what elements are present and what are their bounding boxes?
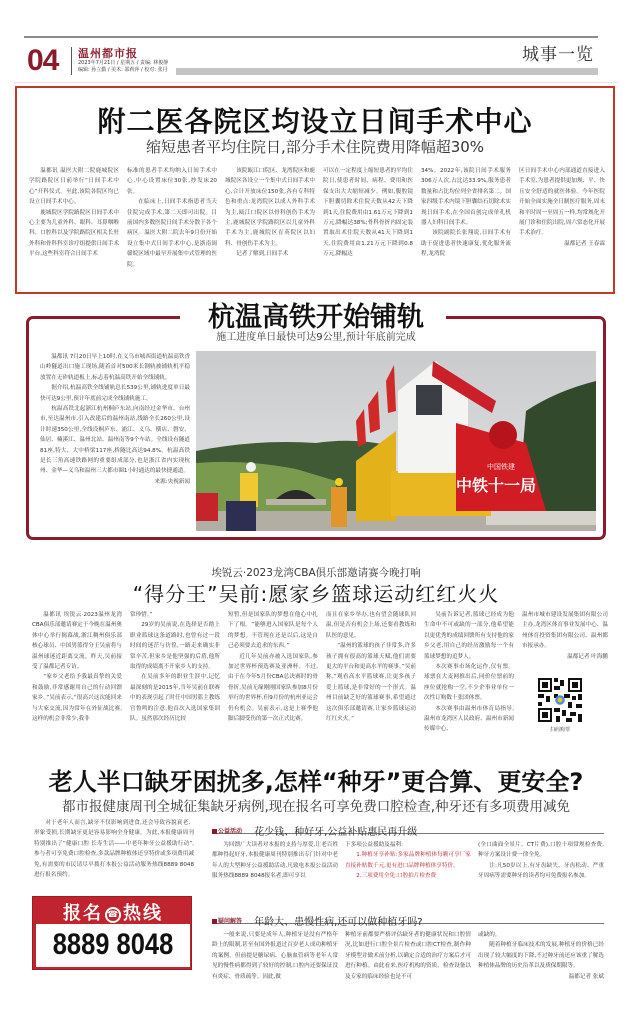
header-meta (78, 60, 168, 74)
section-b-column-1 (212, 930, 338, 992)
section-b-column-2 (345, 930, 471, 992)
header-meta-date: 2023年7月21日 / 星期五 / 责编: 林俊静 (78, 60, 169, 66)
hotline-number-box (36, 924, 190, 967)
paragraph: 或缺的。 (478, 932, 501, 938)
story1-column-1 (29, 166, 119, 288)
section-a-column-2 (345, 840, 471, 900)
signup-hotline-box[interactable] (32, 896, 192, 970)
header-divider (71, 47, 72, 75)
section-title: 年龄大、患慢性病,还可以做种植牙吗? (254, 917, 423, 928)
machine-logo-text: 中国铁建 (487, 463, 515, 471)
section-header (212, 910, 604, 928)
story2-headline: 杭温高铁开始铺轨 (208, 302, 424, 333)
phone-icon: ☎ (105, 907, 121, 923)
header-gray-bar (176, 68, 598, 75)
track-laying-photo (196, 351, 596, 531)
paragraph: 杭温高铁北起浙江杭州桐庐东站,向南经过金华市、台州市,至达温州市,引入改建后的温州南站,线路全长260公里,设计时速350公里,全线设桐庐东、浦江、义乌、横店、磐安、仙居、楠溪江、温州北站、温州南等9个车站。全线设有隧道81座,特大、大中桥梁117座,桥隧比高达94.8%。杭温高铁是长三角高速铁路网的重要组成部分,也是浙江省内实现杭州、金华—义乌和温州三大都市圈1小时通达的最快捷通道。 (40, 406, 190, 475)
paragraph: 可以在一定程度上缩短患者的平均住院日,使患者时间、病程、费用和医保支出大大缩短减少。例如,腹腔镜下胆囊切除术住院天数从42天下降到1天,住院费用由1.61万元下降到1万元,降幅达38%;骨科骨折内固定装置取出术住院天数从41天下降到1天,住院费用由1.21万元下降到0.8万元,降幅达 (323, 168, 413, 258)
paragraph: 在吴前多年的职业生涯中,记忆最深刻的是2015年,当年吴前在联赛中的表现引起了时任中国男篮主教练宫鲁鸣的注意,他首次入选国家集训队。虽然那次经历比较 (130, 674, 220, 723)
section-tag: 疑问解答 (212, 916, 242, 925)
paragraph: 短暂,但是国家队的梦想在他心中扎下了根。“能够进入国家队是每个人的梦想。不管现在还是以后,这是自己必须要去追求的东西。” (228, 612, 318, 650)
story4-byline: 温都记者 张斌 (568, 973, 604, 980)
story4-section-qa (212, 910, 604, 980)
paragraph: 标准的患者手术均纳入日间手术中心,中心设置床位30张,抄发床20张。 (127, 168, 217, 195)
story1-byline: 温都记者 王春霖 (564, 240, 605, 247)
masthead: 温州都市报 (78, 47, 138, 60)
section-tag: 公益活动 (212, 826, 242, 835)
paragraph: 该院瓯江口院区、龙湾院区和鹿城院区各设立一个集中式日间手术中心,合计开放床位150张,各有专科特色和重点:龙湾院区以成人外科手术为主,瓯江口院区以骨科创伤手术为主,鹿城院区学院路院区以儿童外科手术为主,鹿城院区育英院区以妇科、骨创伤手术为主。 (225, 168, 315, 247)
machine-banner-text: 中铁十一局 (455, 476, 537, 495)
paragraph: (全口曲面全景片、CT片费),口腔十项常规检查费,种牙方案设计费一律全免。 (478, 842, 604, 859)
paragraph: 为回馈广大读者对本报的支持与厚爱,让老百姓都种得起好牙,本报健康周刊特别推出专门针对中老年人的大型种牙公益援助活动,凡致电本报公益活动服务热线8889 8048报名者,即可享以 (212, 842, 338, 880)
section-name: 城事一览 (522, 45, 594, 65)
paragraph: 一般来说,只要是成年人,种植牙是没有严格年龄上的限制,甚至有国外报道过百岁老人成功种植牙的案例。但前提是糖尿病、心脑血管病等老年人常见的慢性病都得到了较好的控制,口腔内还要保证没有炎症、骨质疏等。因此,做 (212, 932, 338, 980)
paragraph: 记者了解到,日间手术 (236, 251, 289, 258)
story3-column-1 (32, 610, 122, 732)
story1-subheadline: 缩短患者平均住院日,部分手术住院费用降幅超30% (145, 138, 485, 156)
story3-column-3 (228, 610, 318, 732)
track-laying-machine-image (196, 351, 596, 531)
paragraph: 29岁的吴前说,在选择是否踏上职业篮球这条道路时,也曾有过一段时间的迷茫与彷徨,一路走来确实非常辛苦,但家乡是他坚强的后盾,他所取得的成绩离不开家乡人的支持。 (130, 622, 220, 671)
story3-byline: 温都记者 叶海鹏 (567, 653, 608, 660)
paragraph-highlight: 1.种植牙享补贴:多家品牌种植体每颗可享厂家直接补贴数千元,更有进口品牌种植体享特价。 (345, 852, 471, 869)
header-meta-editors: 编辑: 孙立勤 / 美术: 邵莉萍 / 校对: 张丹 (78, 67, 168, 73)
story1-headline: 附二医各院区均设立日间手术中心 (97, 105, 533, 138)
paragraph: 种植牙前都要严格评估缺牙者的健康状况和口腔情况,比如进行口腔全景片检查或口腔CT检查,制作种牙模型并做术前分析,以确定合适的治疗方案后才可进行种植。由此看来,医疗机构的资质、检查设备以及专家的临床经验也是不可 (345, 932, 471, 980)
paragraph: 温都讯 温医大附二院鹿城院区学院路院区日前举行“日间手术中心”开科仪式。至此,该院各院区均已设立日间手术中心。 (29, 168, 119, 206)
qr-code-icon (536, 676, 584, 724)
paragraph: 温州市城市建设发展集团有限公司主办,龙湾区体育事业发展中心、温州体育投资集团有限公司、温州都市报承办。 (522, 612, 608, 650)
hotline-number[interactable]: 8889 8048 (52, 928, 174, 961)
paragraph: 本次赛事市场化运作,仅有票。球票在大麦网推出后,同价位票前的座位就抢购一空,不少企事业单位一次性订购数十张团体票。 (424, 664, 514, 702)
section-title: 花少钱、种好牙,公益补贴惠民再升级 (254, 827, 418, 838)
section-a-column-3 (478, 840, 604, 900)
paragraph: 对于老年人而言,缺牙不仅影响到进食,还会导致容貌衰老、形象受损,长期缺牙更是容易影响全身健康。为此,本报健康周刊特别推出了“健康口腔 长寿生活——中老年种牙公益援助行动”,参与者可享免费口腔检查,多款品牌种植体还享特价或多项费用减免,有需要的市民请尽早拨打本报公益活动服务热线8889 8048进行报名预约。 (34, 820, 194, 879)
header-top-rule (24, 36, 598, 38)
story1-column-2 (127, 166, 217, 288)
story-hospital-day-surgery (15, 86, 615, 294)
story4-section-public-welfare (212, 820, 604, 880)
header-bottom-rule (14, 82, 618, 83)
paragraph: 温都讯 埃锐云·2023温州龙湾CBA俱乐部邀请赛定于今晚在温州奥体中心举行揭幕战,浙江稠州俱乐部核心球员、中国男篮得分王吴前将与温州球迷近距离交流。昨天,吴前接受了温都记者专访。 (32, 612, 122, 671)
hotline-label (33, 899, 193, 925)
paragraph: 常珍惜。” (130, 612, 153, 618)
paragraph: “温州的篮球的孩子非常多,许多孩子拥有很高的篮球天赋,他们需要更大的平台和更高水平的赛事。”吴前称,“观看高水平篮球赛,让更多孩子爱上篮球,是非常好的一个形式。温州目前缺乏好的篮球赛事,希望通过这次俱乐部邀请赛,让家乡篮球运动红红火火。” (326, 643, 416, 723)
story2-subheadline: 施工进度单日最快可达9公里,预计年底前完成 (216, 332, 416, 343)
paragraph: 近几年吴前亦被入选国家队,参加过世界杯预选赛及亚洲杯。不过,由于在今年5月份CBA总决赛时的骨骨折,吴前无缘刚刚国家队参加8月份举行的世界杯,但9月份的杭州亚运会仍有机会。吴前表示,这是上赛季他脚后脚受伤的第一次正式比赛。 (228, 653, 318, 723)
story3-column-5 (424, 610, 514, 732)
story1-column-3 (225, 166, 315, 288)
paragraph: “家乡父老给予我最真挚的关爱和鼓励,非常感谢用自己的行动回馈家乡。”吴前表示,“很高兴这次能回来与大家交流,因为常年在外征战比赛,这样的机会非常少,我非 (32, 674, 122, 723)
paragraph: 鹿城院区学院路院区日间手术中心主要为儿童外科、眼科、耳鼻咽喉科、口腔科以及学院路院区相关长驻外科和骨科科室诊疗组提供日间手术平台,这些科室符合日间手术 (29, 209, 119, 258)
hotline-label-signup: 报名 (63, 903, 103, 924)
paragraph: 随着种植牙临床技术的发展,种植牙的价格已经出现了较大幅度的下降,不过种牙前还应该重了解选种植体品牌的历史沿革以及质保期限等。 (478, 942, 604, 970)
story3-column-6 (522, 610, 608, 670)
story1-column-5 (421, 166, 511, 288)
paragraph: 该院副院长张翔说,日间手术有助于促进患者快速康复,优化服务流程,龙湾院 (421, 230, 511, 258)
paragraph: 注:凡50岁以上,有牙齿缺失、牙齿松动、严重牙周病等需要种牙的读者均可免费报名参加。 (478, 862, 604, 880)
page-number: 04 (27, 44, 59, 77)
paragraph: 据介绍,杭温高铁全线铺轨总长539公里,铺轨进度单日最快可达9公里,预计年底前完成全线铺轨施工。 (40, 385, 190, 402)
paragraph: 而且在家乡举办,也有望会随球队回温,但是否有机会上场,还要看教练和队医的意见。 (326, 612, 416, 639)
story1-column-6 (519, 166, 605, 288)
paragraph: 吴前告诉记者,篮球已经成为他生命中不可或缺的一部分,他希望能以更优秀的成绩回馈所有支持他的家乡父老,用自己的经历激励每一个有篮球梦想的追梦人。 (424, 612, 514, 660)
paragraph: 温都讯 7月20日早上10时,在义乌市城西街道杭温高铁香山岭隧道出口施工现场,随着首对500米长钢轨被铺轨机平稳放置在无砟轨道板上,标志着杭温高铁开始全线铺轨。 (40, 354, 190, 381)
paragraph: 34%。2022年,该院日间手术服务306万人次,占比达33.9%,服务患者数量和占比均位列全省排名第二。国家四级手术内镜下胆囊结石切除术实现日间手术,在全国首创完成单孔机器人妇科日间手术。 (421, 168, 511, 227)
story3-column-2 (130, 610, 220, 732)
section-header (212, 820, 604, 838)
story4-subheadline: 都市报健康周刊全城征集缺牙病例,现在报名可享免费口腔检查,种牙还有多项费用减免 (61, 799, 571, 815)
qr-caption: 扫码购票 (549, 727, 570, 733)
story2-text-column (40, 352, 190, 532)
story3-headline: “得分王”吴前:愿家乡篮球运动红红火火 (132, 582, 500, 606)
section-b-column-3 (478, 930, 604, 992)
ticket-qr-code[interactable] (536, 676, 584, 724)
paragraph: 区日间手术中心内部通道直接进入手术室,为患者提供更加规、平、快且安全舒适的就医体验。今年医院开始全面实施全日制医疗服务,周末和平时周一至周五一样,均常规化开展门诊和住院出院,周六常态化开展手术治疗。 (519, 168, 605, 237)
paragraph: 下多项公益援助及福利: (345, 842, 403, 848)
story4-intro (34, 818, 194, 888)
paragraph: 在临床上,日间手术指患者当天住院完成手术,第二天即可出院。目前国内多数医院日间手术分散于各个病区。温医大附二院去年9月份开始设立集中式日间手术中心,是浙南闽赣皖区域中最早开展集中式管理的医院。 (127, 199, 217, 268)
paragraph: 本次赛事由温州市体育局指导,温州市龙湾区人民政府、温州市新闻传媒中心、 (424, 705, 514, 732)
story4-headline: 老人半口缺牙困扰多,怎样“种牙”更合算、更安全? (48, 768, 584, 796)
story3-column-4 (326, 610, 416, 732)
story2-source: 来源:央视新闻 (154, 478, 190, 485)
paragraph-highlight: 2.三项费用全免:口腔拍片检查费 (356, 873, 437, 880)
story3-kicker: 埃锐云·2023龙湾CBA俱乐部邀请赛今晚打响 (211, 567, 421, 579)
section-a-column-1 (212, 840, 338, 900)
story1-column-4 (323, 166, 413, 288)
hotline-label-hotline: 热线 (123, 903, 163, 924)
